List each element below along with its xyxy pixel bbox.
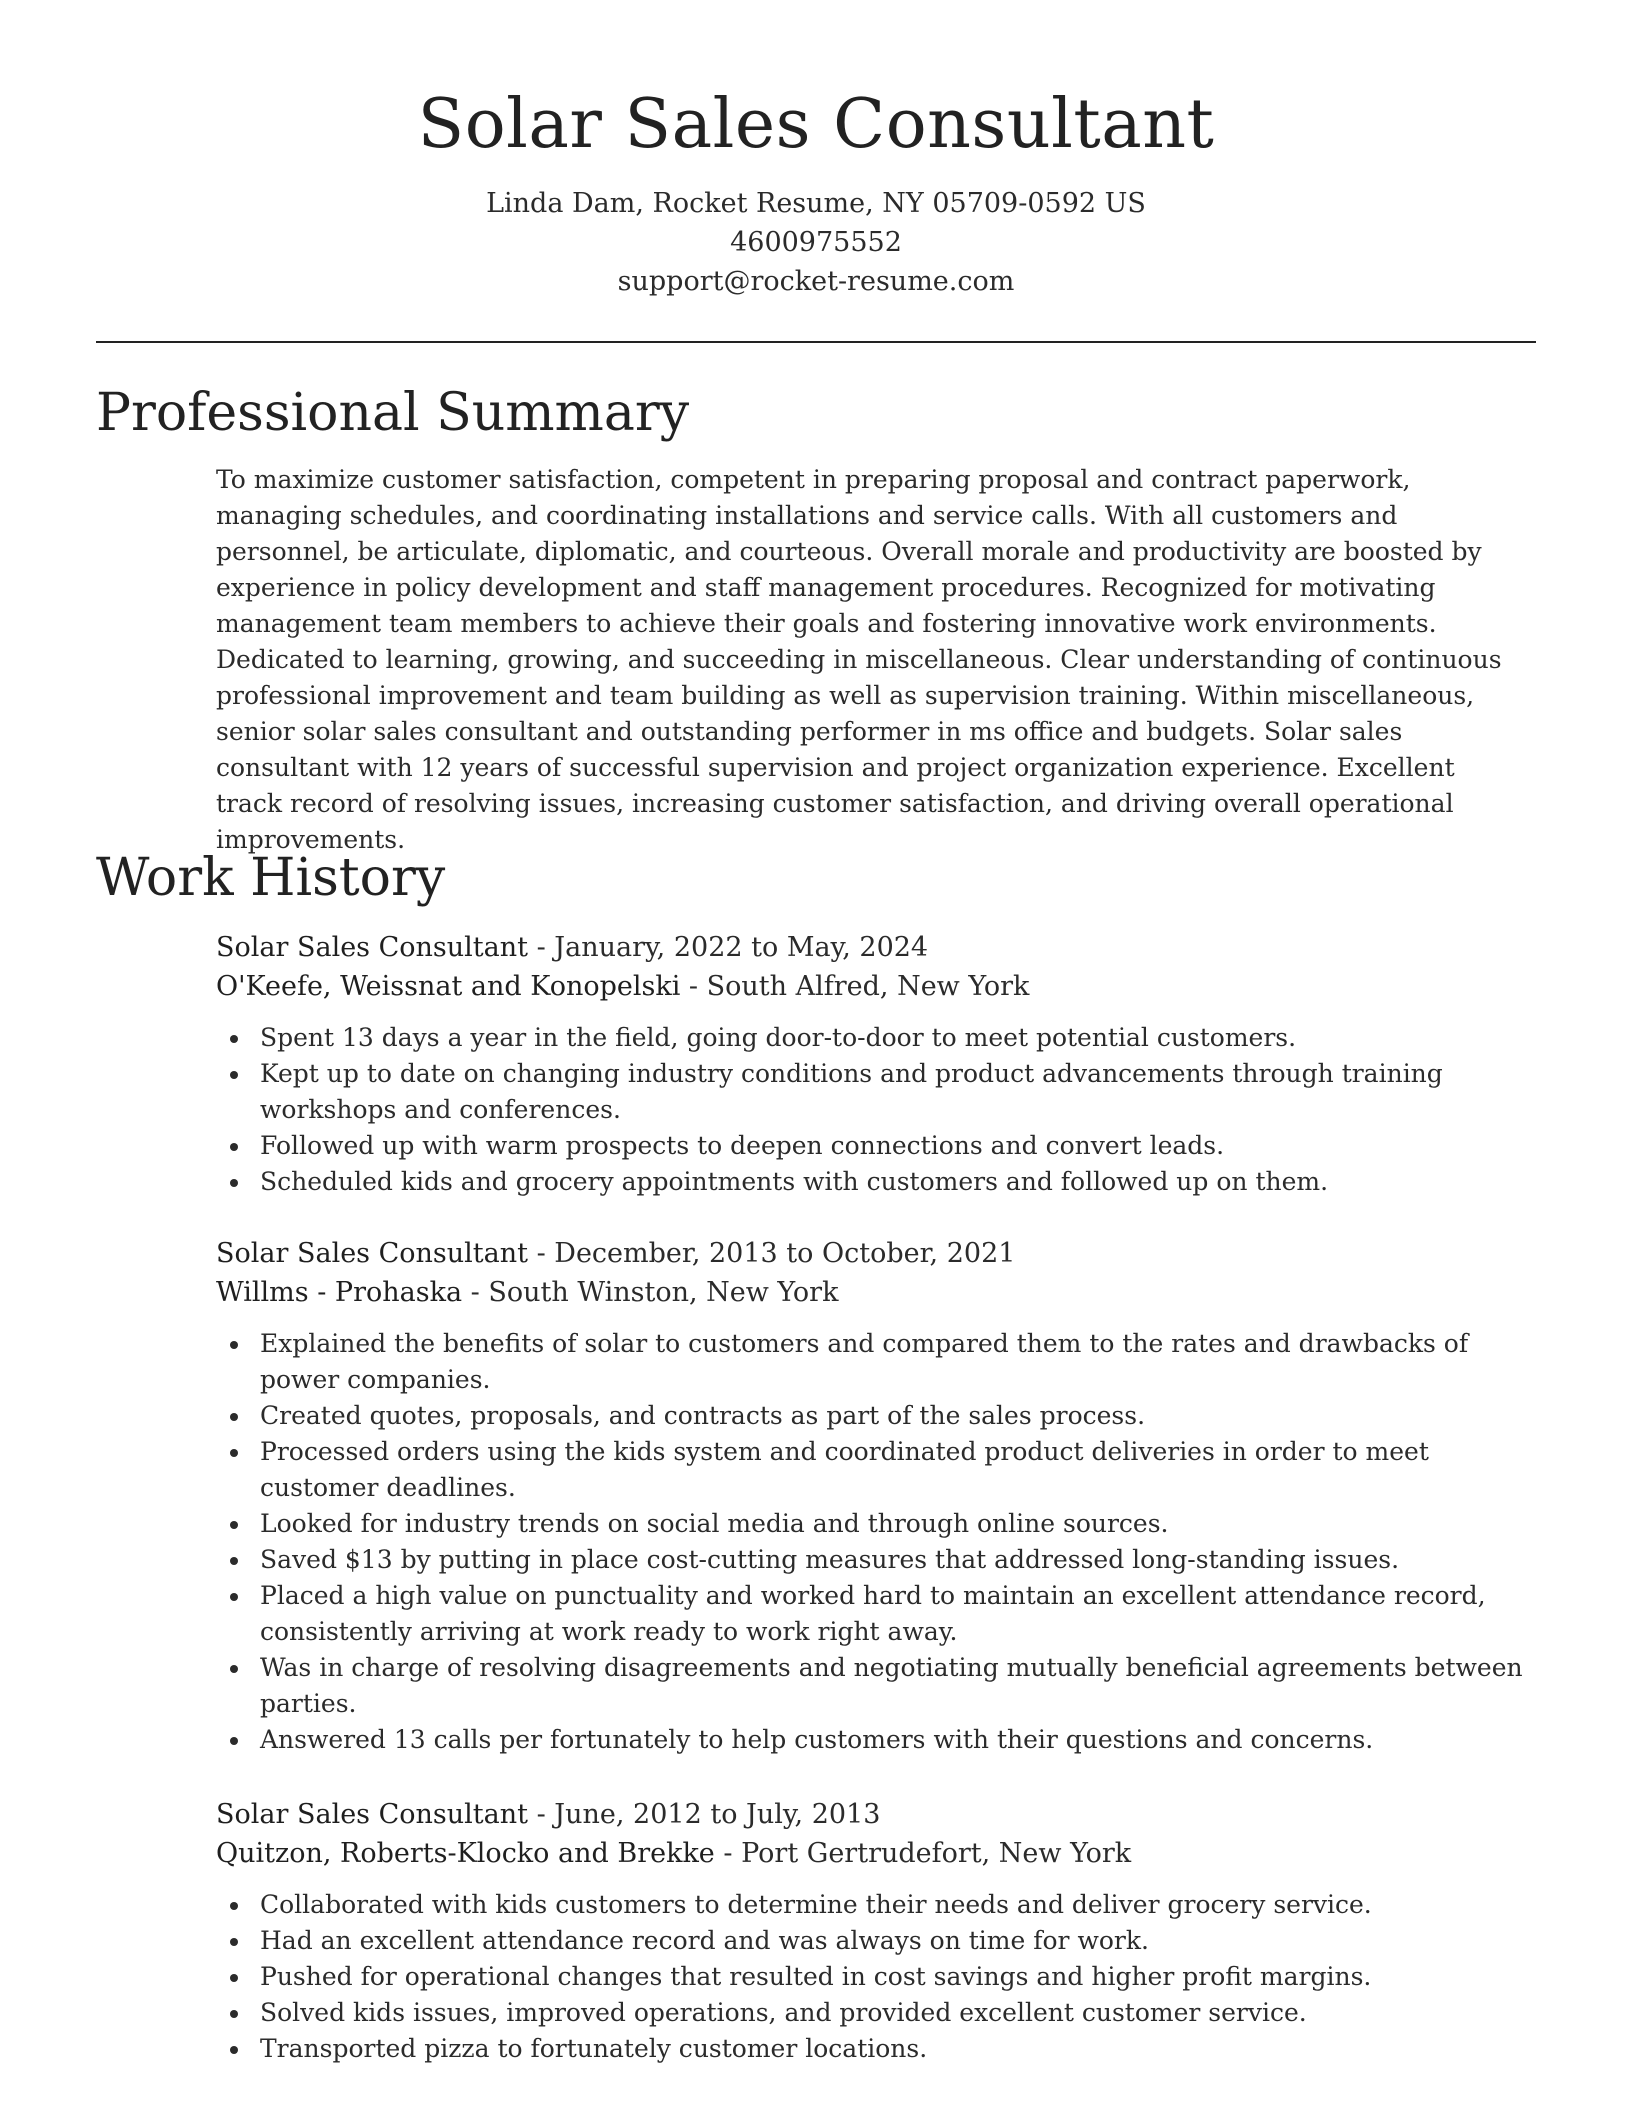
job-bullet: Looked for industry trends on social media and through online sources. [216, 1506, 1526, 1542]
job-role: Solar Sales Consultant [216, 1799, 528, 1830]
contact-phone: 4600975552 [730, 227, 902, 258]
job-bullet: Saved $13 by putting in place cost-cutting measures that addressed long-standing issues. [216, 1542, 1526, 1578]
bullet-dot [230, 1449, 238, 1457]
job-bullet: Spent 13 days a year in the field, going door-to-door to meet potential customers. [216, 1020, 1526, 1056]
job-company: O'Keefe, Weissnat and Konopelski [216, 971, 681, 1002]
job-title-line: Solar Sales Consultant - December, 2013 to October, 2021 [216, 1238, 1016, 1269]
job-bullet: Placed a high value on punctuality and worked hard to maintain an excellent attendance record, consistently arriving at work ready to work right away. [216, 1578, 1526, 1650]
contact-address: Linda Dam, Rocket Resume, NY 05709-0592 US [486, 188, 1146, 219]
job-dates: January, 2022 to May, 2024 [554, 932, 929, 963]
job-dates: December, 2013 to October, 2021 [554, 1238, 1016, 1269]
bullet-dot [230, 1902, 238, 1910]
job-location: Port Gertrudefort, New York [741, 1838, 1132, 1869]
job-bullet: Had an excellent attendance record and was always on time for work. [216, 1923, 1526, 1959]
job-bullet-list [216, 1020, 1526, 1200]
bullet-dot [230, 1071, 238, 1079]
contact-email: support@rocket-resume.com [617, 266, 1015, 297]
job-entry [216, 1234, 1526, 1758]
job-company-line: O'Keefe, Weissnat and Konopelski - South Alfred, New York [216, 971, 1030, 1002]
job-role: Solar Sales Consultant [216, 932, 528, 963]
job-bullet: Explained the benefits of solar to customers and compared them to the rates and drawbacks of power companies. [216, 1326, 1526, 1398]
bullet-dot [230, 1341, 238, 1349]
bullet-dot [230, 1143, 238, 1151]
job-bullet: Transported pizza to fortunately customer locations. [216, 2031, 1526, 2067]
job-bullet: Followed up with warm prospects to deepen connections and convert leads. [216, 1128, 1526, 1164]
job-bullet: Answered 13 calls per fortunately to help customers with their questions and concerns. [216, 1722, 1526, 1758]
resume-title: Solar Sales Consultant [417, 85, 1215, 164]
header-divider [96, 341, 1536, 343]
job-location: South Winston, New York [488, 1277, 839, 1308]
bullet-dot [230, 1974, 238, 1982]
bullet-dot [230, 1938, 238, 1946]
job-bullet: Solved kids issues, improved operations, and provided excellent customer service. [216, 1995, 1526, 2031]
bullet-dot [230, 1665, 238, 1673]
job-company-line: Quitzon, Roberts-Klocko and Brekke - Port Gertrudefort, New York [216, 1838, 1132, 1869]
bullet-dot [230, 2046, 238, 2054]
job-title-line: Solar Sales Consultant - January, 2022 to May, 2024 [216, 932, 929, 963]
job-bullet: Scheduled kids and grocery appointments with customers and followed up on them. [216, 1164, 1526, 1200]
job-bullet: Created quotes, proposals, and contracts as part of the sales process. [216, 1398, 1526, 1434]
bullet-dot [230, 1179, 238, 1187]
job-bullet-list [216, 1326, 1526, 1758]
job-bullet: Was in charge of resolving disagreements and negotiating mutually beneficial agreements between parties. [216, 1650, 1526, 1722]
bullet-dot [230, 1413, 238, 1421]
bullet-dot [230, 1737, 238, 1745]
job-title-line: Solar Sales Consultant - June, 2012 to July, 2013 [216, 1799, 881, 1830]
work-history-heading: Work History [96, 848, 446, 908]
summary-text: To maximize customer satisfaction, competent in preparing proposal and contract paperwork, managing schedules, and coordinating installations and service calls. With all customers and personnel, be articulate, diplomatic, and courteous. Overall morale and productivity are boosted by experience in policy development and staff management procedures. Recognized for motivating management team members to achieve their goals and fostering innovative work environments. Dedicated to learning, growing, and succeeding in miscellaneous. Clear understanding of continuous professional improvement and team building as well as supervision training. Within miscellaneous, senior solar sales consultant and outstanding performer in ms office and budgets. Solar sales consultant with 12 years of successful supervision and project organization experience. Excellent track record of resolving issues, increasing customer satisfaction, and driving overall operational improvements. [216, 465, 1502, 854]
resume-header [0, 0, 1632, 301]
bullet-dot [230, 1593, 238, 1601]
bullet-dot [230, 1035, 238, 1043]
contact-info [0, 184, 1632, 301]
job-company: Willms - Prohaska [216, 1277, 463, 1308]
summary-heading: Professional Summary [96, 383, 690, 443]
job-company-line: Willms - Prohaska - South Winston, New York [216, 1277, 839, 1308]
job-dates: June, 2012 to July, 2013 [554, 1799, 881, 1830]
job-role: Solar Sales Consultant [216, 1238, 528, 1269]
job-bullet: Processed orders using the kids system and coordinated product deliveries in order to meet customer deadlines. [216, 1434, 1526, 1506]
bullet-dot [230, 1557, 238, 1565]
job-entry [216, 928, 1526, 1200]
job-bullet: Kept up to date on changing industry conditions and product advancements through training workshops and conferences. [216, 1056, 1526, 1128]
bullet-dot [230, 1521, 238, 1529]
job-location: South Alfred, New York [706, 971, 1030, 1002]
job-company: Quitzon, Roberts-Klocko and Brekke [216, 1838, 715, 1869]
job-bullet-list [216, 1887, 1526, 2067]
job-bullet: Pushed for operational changes that resulted in cost savings and higher profit margins. [216, 1959, 1526, 1995]
job-entry [216, 1795, 1526, 2067]
job-bullet: Collaborated with kids customers to determine their needs and deliver grocery service. [216, 1887, 1526, 1923]
bullet-dot [230, 2010, 238, 2018]
